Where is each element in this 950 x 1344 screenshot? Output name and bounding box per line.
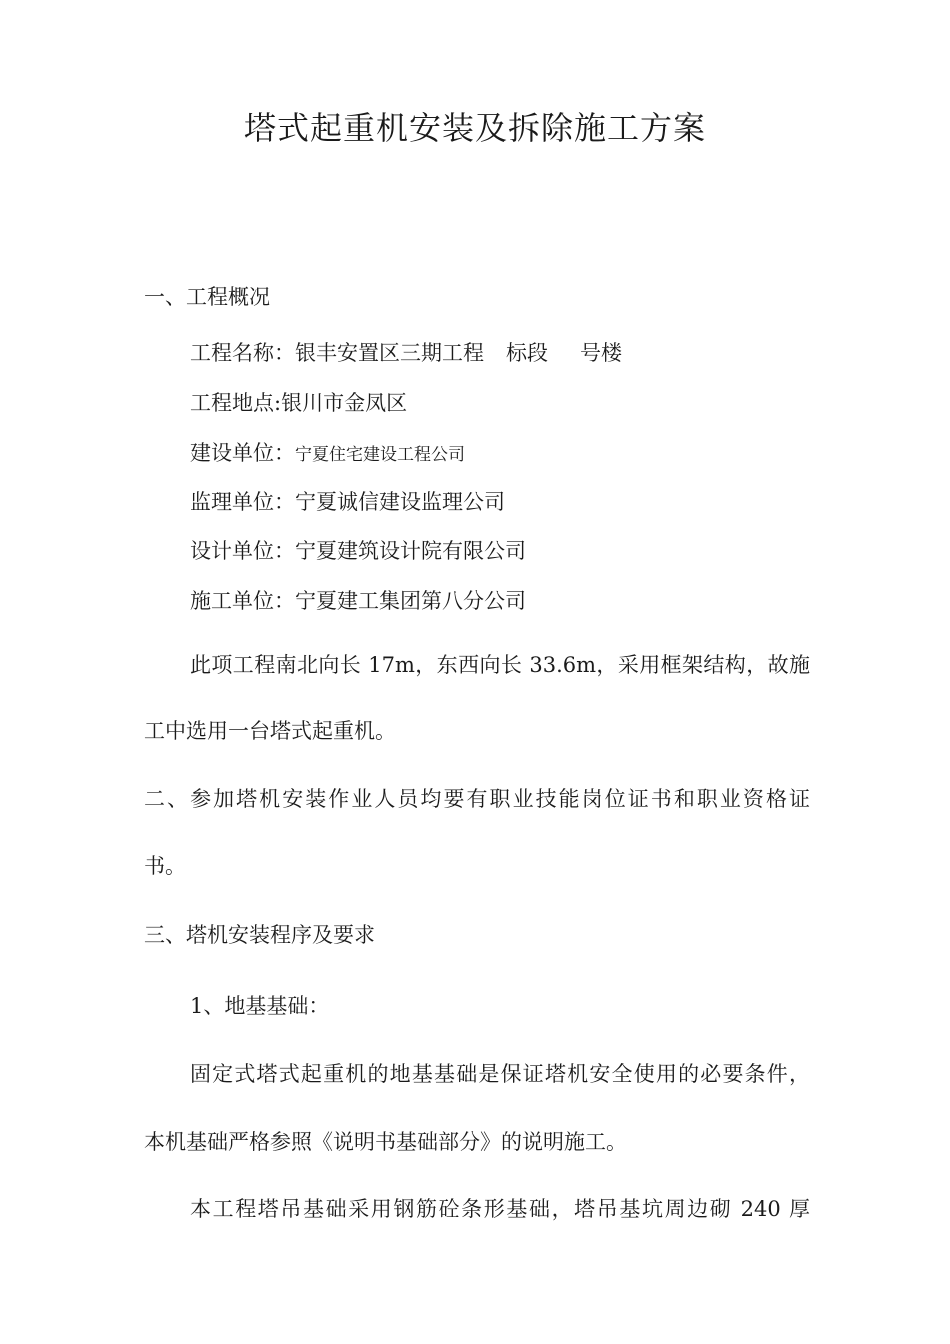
project-name-label: 工程名称： (190, 341, 295, 365)
supervisor-label: 监理单位： (190, 490, 295, 514)
document-title: 塔式起重机安装及拆除施工方案 (243, 109, 706, 147)
builder-line (190, 438, 465, 470)
section2-line1: 二、参加塔机安装作业人员均要有职业技能岗位证书和职业资格证 (144, 787, 810, 811)
foundation-para1-line1: 固定式塔式起重机的地基基础是保证塔机安全使用的必要条件， (190, 1062, 810, 1086)
contractor-line (190, 586, 526, 616)
foundation-para1-line2: 本机基础严格参照《说明书基础部分》的说明施工。 (144, 1130, 627, 1154)
project-name-line (190, 338, 622, 368)
builder-label: 建设单位： (190, 441, 295, 465)
designer-line (190, 536, 526, 566)
project-description-line1: 此项工程南北向长 17m，东西向长 33.6m，采用框架结构，故施 (190, 653, 810, 677)
project-location-value: 银川市金凤区 (281, 391, 408, 415)
project-section-label: 标段 (506, 341, 548, 365)
contractor-label: 施工单位： (190, 589, 295, 613)
supervisor-value: 宁夏诚信建设监理公司 (295, 490, 505, 514)
project-name-value: 银丰安置区三期工程 (295, 341, 484, 365)
contractor-value: 宁夏建工集团第八分公司 (295, 589, 526, 613)
project-location-line (190, 388, 407, 418)
section2-line2: 书。 (144, 854, 186, 878)
builder-value: 宁夏住宅建设工程公司 (295, 445, 465, 465)
subsection-foundation-heading: 1、地基基础： (190, 994, 330, 1018)
project-building-label: 号楼 (580, 341, 622, 365)
section3-heading: 三、塔机安装程序及要求 (144, 923, 375, 947)
designer-value: 宁夏建筑设计院有限公司 (295, 539, 526, 563)
project-description-line2: 工中选用一台塔式起重机。 (144, 719, 396, 743)
project-location-label: 工程地点: (190, 391, 282, 415)
supervisor-line (190, 487, 505, 517)
designer-label: 设计单位： (190, 539, 295, 563)
section1-heading: 一、工程概况 (144, 285, 270, 309)
foundation-para2-line1: 本工程塔吊基础采用钢筋砼条形基础，塔吊基坑周边砌 240 厚 (190, 1197, 810, 1221)
